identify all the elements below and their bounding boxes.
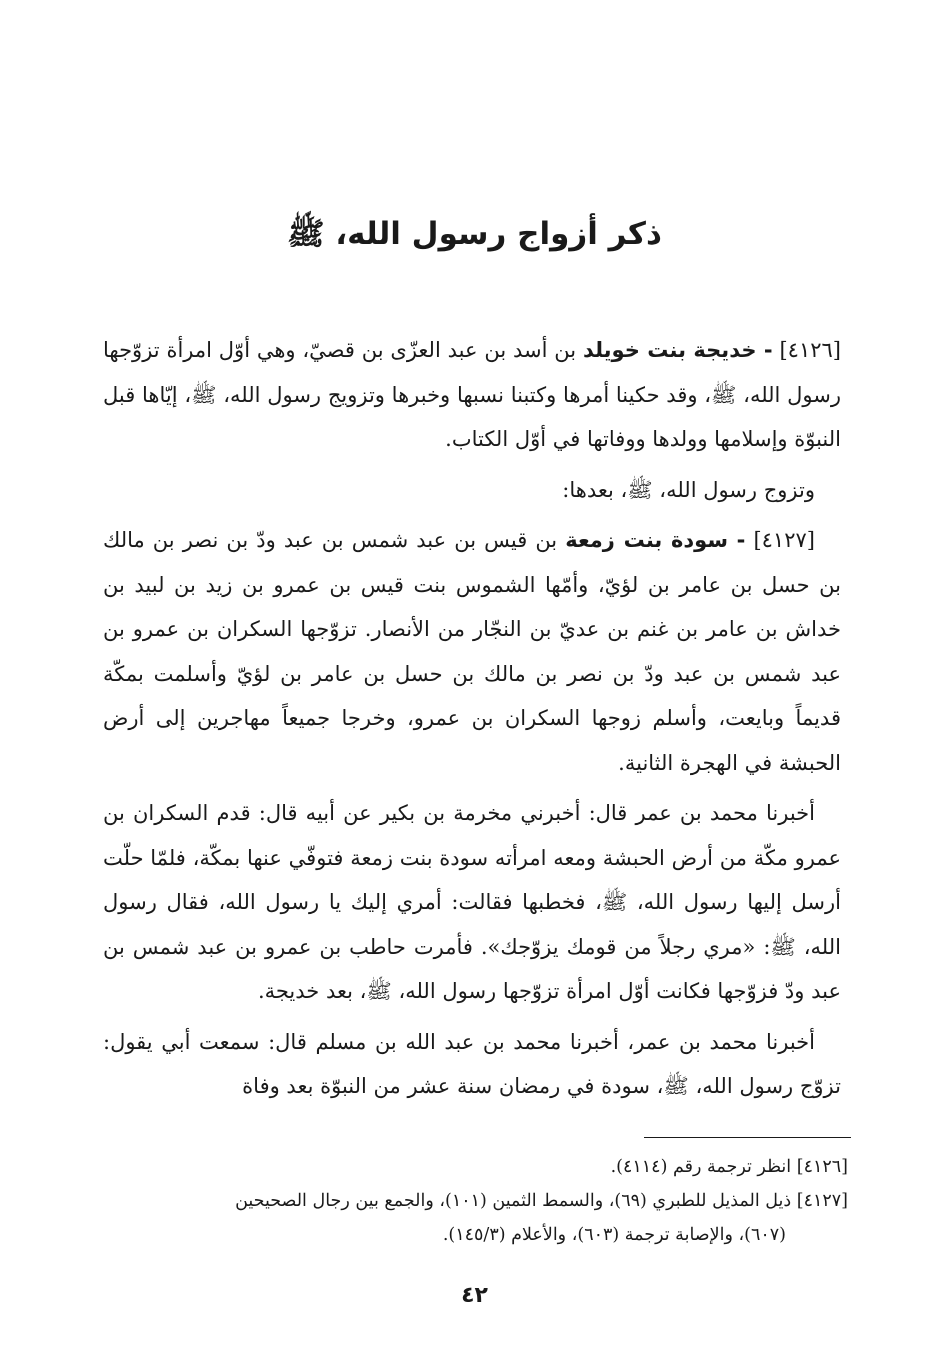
footnote: [٤١٢٦] انظر ترجمة رقم (٤١١٤). <box>610 1157 848 1177</box>
entry-name: - خديجة بنت خويلد <box>582 338 773 362</box>
transition-paragraph: وتزوج رسول الله، ﷺ، بعدها: <box>562 477 815 502</box>
entry-text: بن أسد بن عبد العزّى بن قصيّ، وهي أوّل امرأة تزوّجها رسول الله، ﷺ، وقد حكينا أمرها وكتبنا نسبها وخبرها وتزويج رسول الله، ﷺ، إيّاها قبل النبوّة وإسلامها وولدها ووفاتها في أوّل الكتاب. <box>103 338 841 451</box>
footnote-separator <box>644 1137 851 1138</box>
entry-number: [٤١٢٦] <box>779 338 841 362</box>
entry-text: بن قيس بن عبد شمس بن عبد ودّ بن نصر بن مالك بن حسل بن عامر بن لؤيّ، وأمّها الشموس بنت قيس بن عمرو بن زيد بن لبيد بن خداش بن عامر بن غنم بن عديّ بن النجّار من الأنصار. تزوّجها السكران بن عمرو بن عبد شمس بن عبد ودّ بن نصر بن مالك بن حسل بن عامر بن لؤيّ وأسلمت بمكّة قديماً وبايعت، وأسلم زوجها السكران بن عمرو، وخرجا جميعاً مهاجرين إلى أرض الحبشة في الهجرة الثانية. <box>103 528 841 775</box>
entry-sawda-paragraph <box>103 518 841 785</box>
narration-paragraph: أخبرنا محمد بن عمر، أخبرنا محمد بن عبد الله بن مسلم قال: سمعت أبي يقول: تزوّج رسول الله، ﷺ، سودة في رمضان سنة عشر من النبوّة بعد وفاة <box>103 1029 841 1098</box>
footnote-continuation: (٦٠٧)، والإصابة ترجمة (٦٠٣)، والأعلام (١٤٥/٣). <box>442 1225 786 1245</box>
entry-name: - سودة بنت زمعة <box>565 528 746 552</box>
page-number: ٤٢ <box>461 1283 488 1308</box>
narration-paragraph: أخبرنا محمد بن عمر قال: أخبرني مخرمة بن بكير عن أبيه قال: قدم السكران بن عمرو مكّة من أرض الحبشة ومعه امرأته سودة بنت زمعة فتوفّي عنها بمكّة، فلمّا حلّت أرسل إليها رسول الله، ﷺ، فخطبها فقالت: أمري إليك يا رسول الله، فقال رسول الله، ﷺ: «مري رجلاً من قومك يزوّجك». فأمرت حاطب بن عمرو بن عبد شمس بن عبد ودّ فزوّجها فكانت أوّل امرأة تزوّجها رسول الله، ﷺ، بعد خديجة. <box>103 801 841 1003</box>
footnotes <box>103 1150 848 1252</box>
footnote: [٤١٢٧] ذيل المذيل للطبري (٦٩)، والسمط الثمين (١٠١)، والجمع بين رجال الصحيحين <box>235 1191 848 1211</box>
page-title: ذكر أزواج رسول الله، ﷺ <box>287 216 662 252</box>
entry-number: [٤١٢٧] <box>753 528 815 552</box>
entry-khadija-paragraph <box>103 328 841 462</box>
main-text <box>103 328 841 1109</box>
